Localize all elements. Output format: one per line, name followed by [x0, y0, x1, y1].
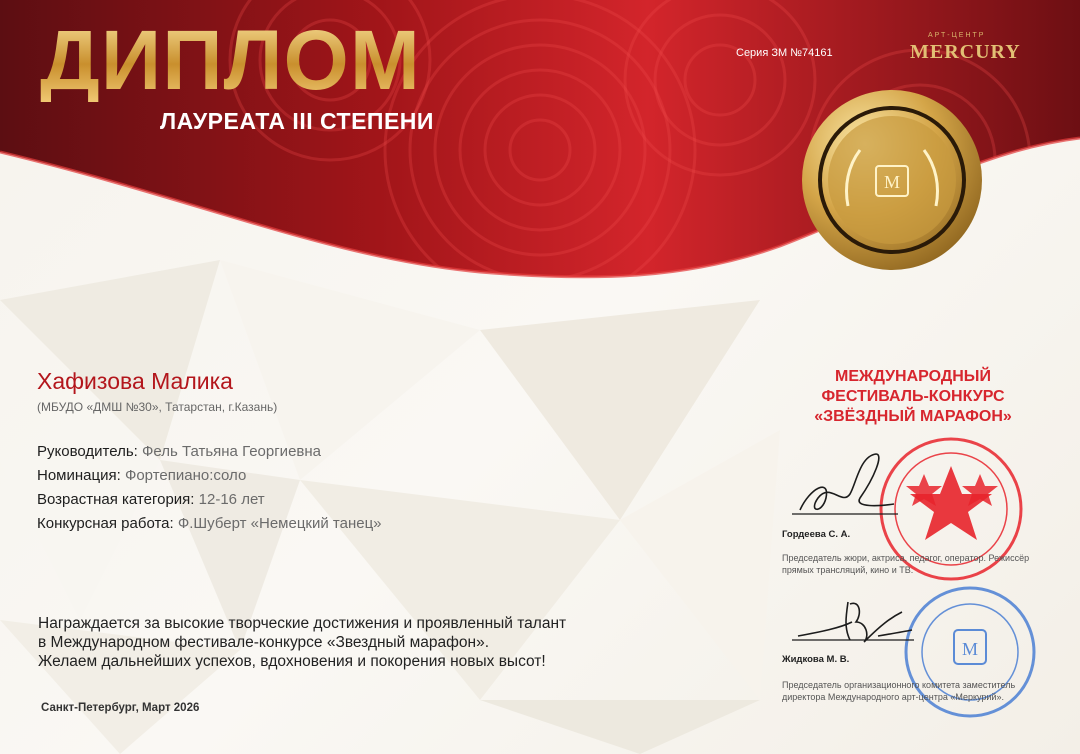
detail-label: Возрастная категория:: [37, 491, 195, 508]
award-text: [38, 614, 566, 671]
recipient-name: Хафизова Малика: [37, 368, 233, 394]
award-line: в Международном фестивале-конкурсе «Звездный марафон».: [38, 634, 490, 651]
detail-row-teacher: [37, 443, 321, 460]
recipient-organization: (МБУДО «ДМШ №30», Татарстан, г.Казань): [37, 400, 278, 414]
detail-label: Номинация:: [37, 467, 121, 484]
detail-label: Руководитель:: [37, 443, 138, 460]
detail-value: Фель Татьяна Георгиевна: [141, 443, 322, 460]
award-line: Награждается за высокие творческие достижения и проявленный талант: [38, 615, 567, 632]
signer-description: Председатель организационного комитета заместитель директора Международного арт-центра «Меркурий».: [782, 680, 1016, 702]
signer-name: Гордеева С. А.: [782, 529, 851, 540]
detail-label: Конкурсная работа:: [37, 515, 174, 532]
svg-text:M: M: [961, 639, 979, 659]
detail-value: Фортепиано:соло: [124, 467, 247, 484]
brand-caption: АРТ-ЦЕНТР: [928, 32, 986, 39]
svg-text:M: M: [883, 172, 901, 192]
detail-value: Ф.Шуберт «Немецкий танец»: [177, 515, 382, 532]
festival-line: ФЕСТИВАЛЬ-КОНКУРС: [821, 388, 1005, 405]
signature-icon: [790, 448, 900, 528]
series-number: Серия ЗМ №74161: [736, 47, 833, 59]
detail-value: 12-16 лет: [198, 491, 265, 508]
city-date: Санкт-Петербург, Март 2026: [41, 702, 200, 714]
gold-seal-icon: [798, 86, 986, 274]
signature-icon: [790, 592, 920, 654]
award-line: Желаем дальнейших успехов, вдохновения и покорения новых высот!: [38, 653, 546, 670]
detail-row-age: [37, 491, 265, 508]
signer-description: Председатель жюри, актриса, педагог, оператор. Режиссёр прямых трансляций, кино и ТВ.: [782, 553, 1030, 575]
festival-line: МЕЖДУНАРОДНЫЙ: [835, 368, 991, 385]
brand-logo: MERCURY: [910, 41, 1021, 63]
festival-line: «ЗВЁЗДНЫЙ МАРАФОН»: [814, 408, 1012, 425]
signer-name: Жидкова М. В.: [782, 654, 850, 665]
detail-row-nomination: [37, 467, 246, 484]
diploma-title: ДИПЛОМ: [40, 13, 421, 107]
diploma-subtitle: ЛАУРЕАТА III СТЕПЕНИ: [160, 108, 434, 134]
festival-name: [778, 367, 1048, 427]
detail-row-work: [37, 515, 382, 532]
